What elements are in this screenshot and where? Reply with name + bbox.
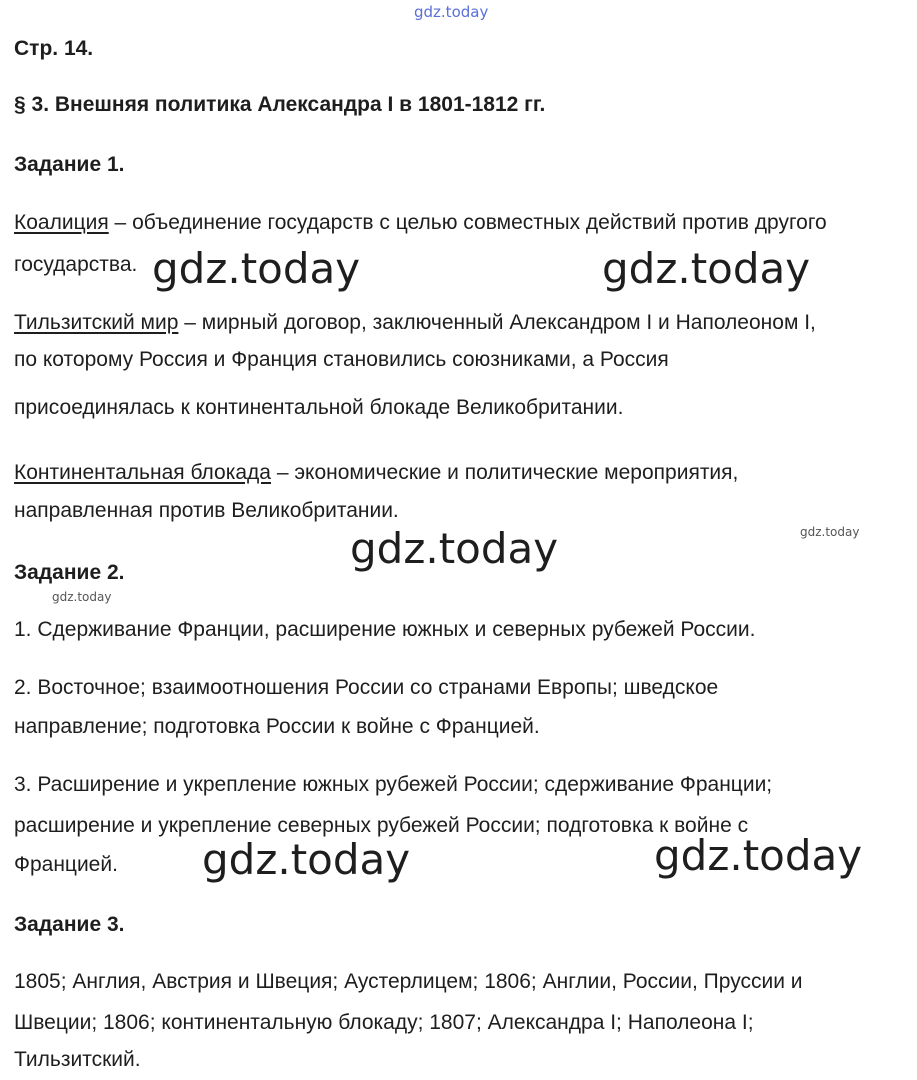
watermark-small: gdz.today <box>800 525 860 539</box>
tilsit-term: Тильзитский мир <box>14 311 179 334</box>
watermark: gdz.today <box>202 835 411 884</box>
watermark-small: gdz.today <box>52 590 112 604</box>
section-title: § 3. Внешняя политика Александра I в 1801-1812 гг. <box>14 93 546 116</box>
blockade-definition: – экономические и политические мероприятия, <box>270 461 739 484</box>
task2-item-3-line-2: расширение и укрепление северных рубежей России; подготовка к войне с <box>14 814 749 837</box>
tilsit-definition: – мирный договор, заключенный Александром I и Наполеоном I, <box>178 311 816 334</box>
page-label: Стр. 14. <box>14 37 94 60</box>
tilsit-definition-line <box>14 310 816 336</box>
watermark: gdz.today <box>602 244 811 293</box>
watermark-top: gdz.today <box>414 3 489 21</box>
watermark: gdz.today <box>654 831 863 880</box>
coalition-definition-cont: государства. <box>14 253 138 276</box>
task2-item-2-line-2: направление; подготовка России к войне с Францией. <box>14 715 540 738</box>
task2-item-3-line-3: Францией. <box>14 853 118 876</box>
task3-line-2: Швеции; 1806; континентальную блокаду; 1807; Александра I; Наполеона I; <box>14 1011 754 1034</box>
task2-heading: Задание 2. <box>14 561 125 584</box>
task2-item-3-line-1: 3. Расширение и укрепление южных рубежей России; сдерживание Франции; <box>14 773 773 796</box>
tilsit-definition-cont-2: присоединялась к континентальной блокаде Великобритании. <box>14 396 624 419</box>
task2-item-1: 1. Сдерживание Франции, расширение южных и северных рубежей России. <box>14 618 756 641</box>
task3-line-1: 1805; Англия, Австрия и Швеция; Аустерлицем; 1806; Англии, России, Пруссии и <box>14 970 803 993</box>
coalition-definition: – объединение государств с целью совместных действий против другого <box>108 211 827 234</box>
task2-item-2-line-1: 2. Восточное; взаимоотношения России со странами Европы; шведское <box>14 676 719 699</box>
task1-heading: Задание 1. <box>14 153 125 176</box>
coalition-definition-line <box>14 210 827 236</box>
watermark: gdz.today <box>152 244 361 293</box>
watermark: gdz.today <box>350 524 559 573</box>
coalition-term: Коалиция <box>14 211 109 234</box>
blockade-term: Континентальная блокада <box>14 461 271 484</box>
task3-line-3: Тильзитский. <box>14 1048 141 1071</box>
task3-heading: Задание 3. <box>14 913 125 936</box>
blockade-definition-cont: направленная против Великобритании. <box>14 499 399 522</box>
blockade-definition-line <box>14 460 738 486</box>
tilsit-definition-cont-1: по которому Россия и Франция становились союзниками, а Россия <box>14 348 669 371</box>
